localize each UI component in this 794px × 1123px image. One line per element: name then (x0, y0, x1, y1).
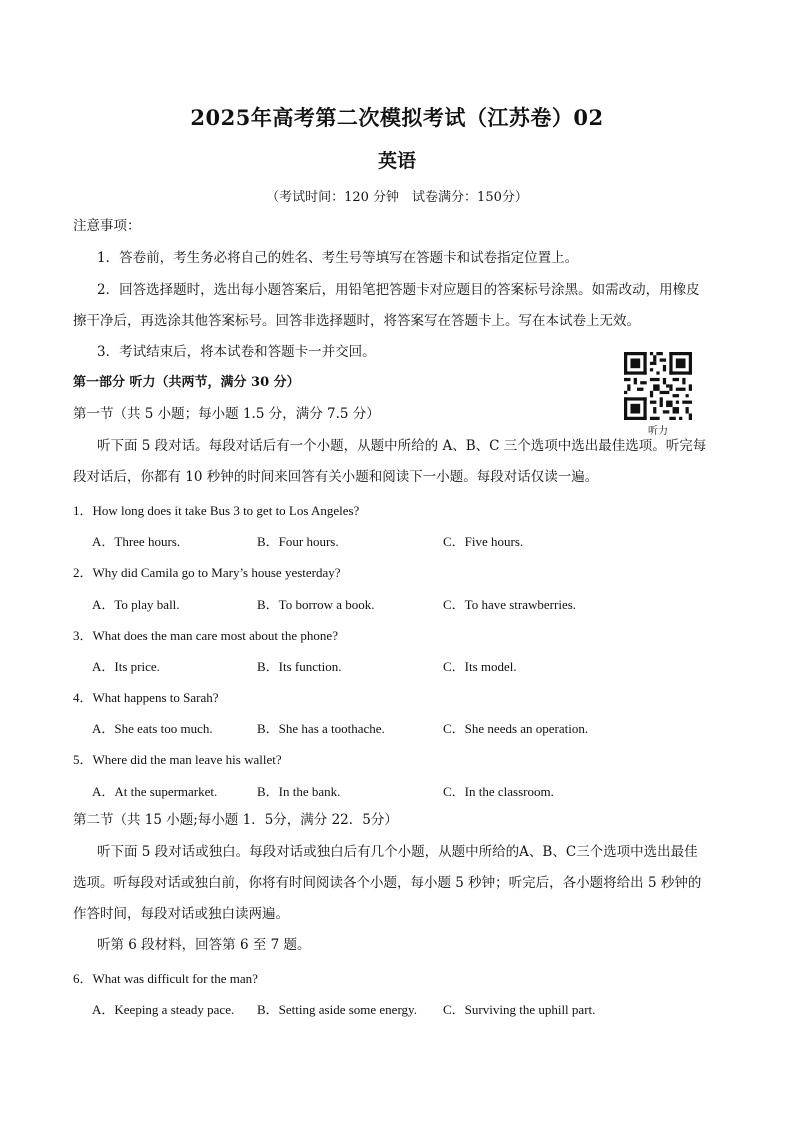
part1-heading: 第一部分 听力（共两节，满分 30 分） (73, 375, 300, 390)
question-1-option-b: B．Four hours. (257, 534, 339, 549)
section1-instruction-line-2: 段对话后，你都有 10 秒钟的时间来回答有关小题和阅读下一小题。每段对话仅读一遍。 (73, 469, 599, 485)
question-2-option-a: A．To play ball. (92, 597, 180, 612)
question-5-option-b: B．In the bank. (257, 784, 341, 799)
question-5-option-a: A．At the supermarket. (92, 784, 218, 799)
notice-heading: 注意事项： (73, 218, 141, 234)
exam-meta: （考试时间：120 分钟 试卷满分：150分） (266, 190, 528, 205)
question-4-option-c: C．She needs an operation. (443, 721, 589, 736)
notice-item-1: 1．答卷前，考生务必将自己的姓名、考生号等填写在答题卡和试卷指定位置上。 (97, 250, 579, 266)
exam-title: 2025年高考第二次模拟考试（江苏卷）02 (190, 105, 604, 130)
question-6-option-c: C．Surviving the uphill part. (443, 1002, 596, 1017)
question-5-option-c: C．In the classroom. (443, 784, 554, 799)
notice-item-3: 3．考试结束后，将本试卷和答题卡一并交回。 (97, 344, 376, 360)
question-6-option-b: B．Setting aside some energy. (257, 1002, 417, 1017)
question-4-option-a: A．She eats too much. (92, 721, 213, 736)
section1-heading: 第一节（共 5 小题；每小题 1.5 分，满分 7.5 分） (73, 406, 380, 422)
question-3-option-c: C．Its model. (443, 659, 517, 674)
question-1-stem: 1．How long does it take Bus 3 to get to Los Angeles? (73, 503, 360, 518)
subject-title: 英语 (377, 150, 416, 172)
question-1-option-c: C．Five hours. (443, 534, 524, 549)
notice-item-2-line-2: 擦干净后，再选涂其他答案标号。回答非选择题时，将答案写在答题卡上。写在本试卷上无效。 (73, 313, 640, 329)
question-6-option-a: A．Keeping a steady pace. (92, 1002, 235, 1017)
question-2-stem: 2．Why did Camila go to Mary’s house yesterday? (73, 565, 341, 580)
section2-instruction-line-3: 作答时间，每段对话或独白读两遍。 (73, 906, 289, 922)
section2-instruction-line-1: 听下面 5 段对话或独白。每段对话或独白后有几个小题，从题中所给的A、B、C三个选项中选出最佳 (97, 844, 698, 860)
qr-caption: 听力 (648, 426, 668, 437)
question-2-option-c: C．To have strawberries. (443, 597, 577, 612)
question-6-stem: 6．What was difficult for the man? (73, 971, 258, 986)
question-3-option-a: A．Its price. (92, 659, 160, 674)
section2-material: 听第 6 段材料，回答第 6 至 7 题。 (97, 937, 311, 953)
question-4-stem: 4．What happens to Sarah? (73, 690, 219, 705)
question-1-option-a: A．Three hours. (92, 534, 181, 549)
question-5-stem: 5．Where did the man leave his wallet? (73, 752, 282, 767)
section1-instruction-line-1: 听下面 5 段对话。每段对话后有一个小题，从题中所给的 A、B、C 三个选项中选出最佳选项。听完每 (97, 438, 707, 454)
section2-heading: 第二节（共 15 小题;每小题 1．5分，满分 22．5分） (73, 812, 398, 828)
question-4-option-b: B．She has a toothache. (257, 721, 385, 736)
section2-instruction-line-2: 选项。听每段对话或独白前，你将有时间阅读各个小题，每小题 5 秒钟；听完后，各小题将给出 5 秒钟的 (73, 875, 702, 891)
question-3-stem: 3．What does the man care most about the phone? (73, 628, 338, 643)
question-3-option-b: B．Its function. (257, 659, 342, 674)
notice-item-2-line-1: 2．回答选择题时，选出每小题答案后，用铅笔把答题卡对应题目的答案标号涂黑。如需改动，用橡皮 (97, 282, 700, 298)
question-2-option-b: B．To borrow a book. (257, 597, 375, 612)
